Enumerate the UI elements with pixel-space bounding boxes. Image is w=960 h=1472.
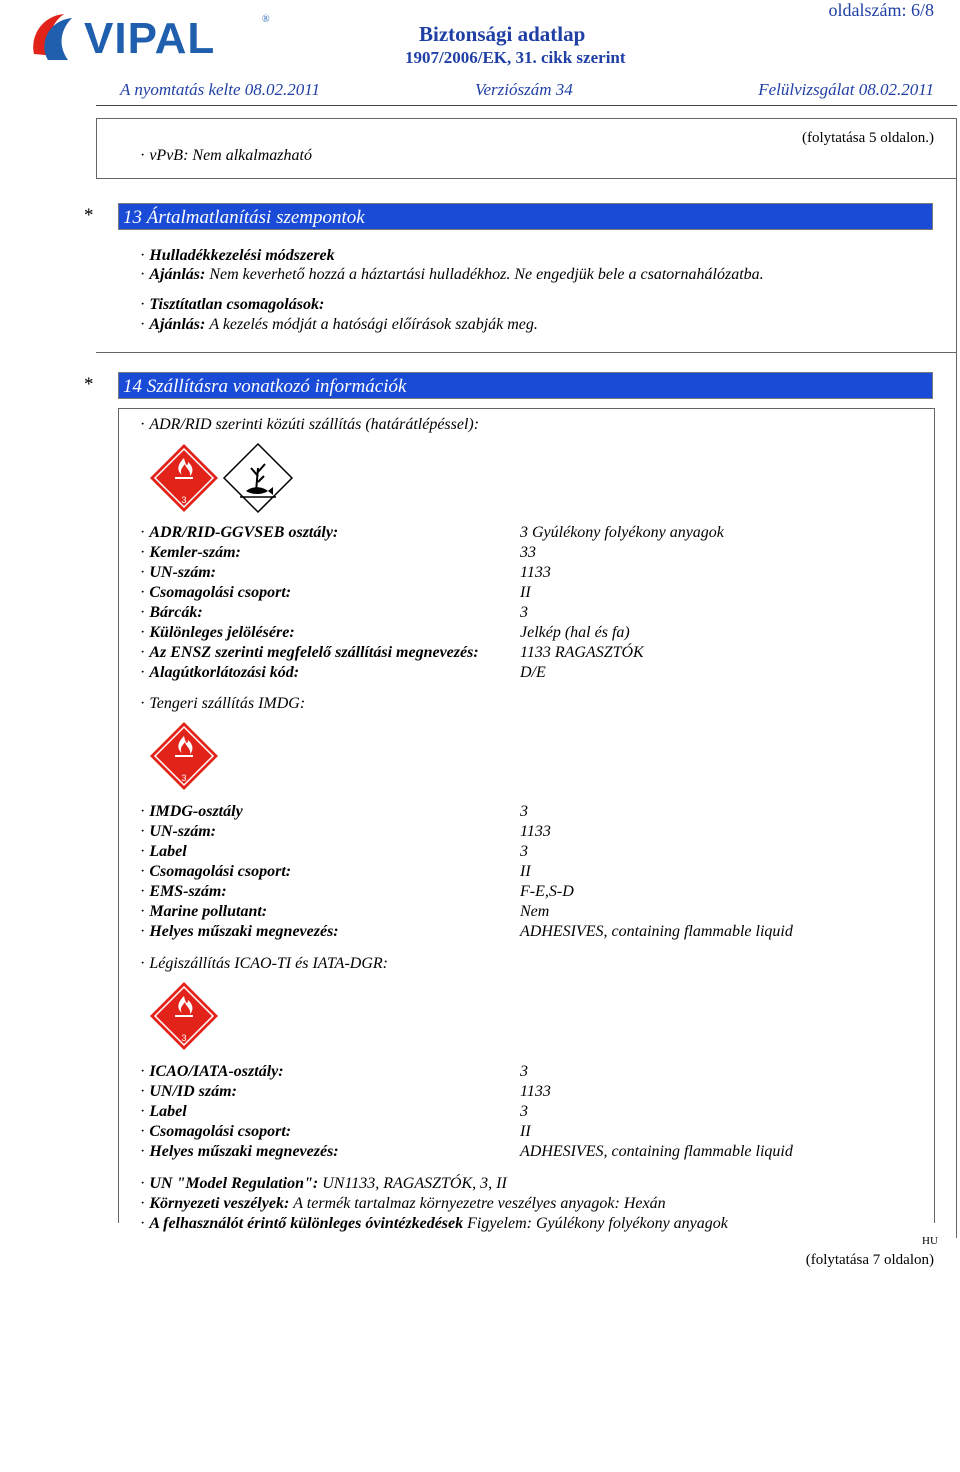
data-row — [140, 1062, 528, 1082]
row-value: Nem — [520, 903, 550, 920]
user-precautions: · A felhasználót érintő különleges óvintézkedések Figyelem: Gyúlékony folyékony anyagok — [140, 1214, 728, 1234]
data-row — [140, 643, 644, 663]
row-value: 1133 — [520, 564, 551, 581]
row-value: 3 — [520, 604, 528, 621]
row-value: 3 — [520, 803, 528, 820]
data-row — [140, 663, 546, 683]
data-row — [140, 862, 531, 882]
brand-registered-mark: ® — [262, 14, 270, 25]
air-heading: · Légiszállítás ICAO-TI és IATA-DGR: — [140, 954, 388, 974]
row-label: UN-szám: — [149, 823, 216, 840]
recommendation-2 — [140, 315, 538, 335]
row-value: II — [520, 584, 531, 601]
continued-from-note: (folytatása 5 oldalon.) — [801, 130, 934, 146]
row-label: Alagútkorlátozási kód: — [149, 664, 300, 681]
row-label: UN-szám: — [149, 564, 216, 581]
row-value: 1133 — [520, 823, 551, 840]
row-value: II — [520, 1123, 531, 1140]
row-label: Bárcák: — [149, 604, 203, 621]
inner-frame-top — [118, 408, 934, 409]
row-label: Marine pollutant: — [149, 903, 268, 920]
row-label: IMDG-osztály — [149, 803, 243, 820]
data-row — [140, 802, 528, 822]
row-value: 3 — [520, 843, 528, 860]
rec2-label: Ajánlás: — [149, 316, 206, 333]
row-label: Label — [149, 843, 187, 860]
version-number: Verziószám 34 — [475, 80, 573, 99]
row-label: UN/ID szám: — [149, 1083, 237, 1100]
row-value: D/E — [520, 664, 546, 681]
svg-text:3: 3 — [181, 1033, 187, 1043]
section-14-title: 14 Szállításra vonatkozó információk — [118, 372, 933, 399]
data-row — [140, 583, 531, 603]
frame-divider-2 — [96, 352, 956, 353]
svg-text:3: 3 — [181, 495, 187, 505]
row-label: Csomagolási csoport: — [149, 584, 292, 601]
section-13-title: 13 Ártalmatlanítási szempontok — [118, 203, 933, 230]
row-label: Az ENSZ szerinti megfelelő szállítási megnevezés: — [149, 644, 479, 661]
environment-hazard-pictogram — [222, 442, 294, 514]
imdg-heading: · Tengeri szállítás IMDG: — [140, 694, 305, 714]
packaging-heading: · Tisztítatlan csomagolások: — [140, 295, 324, 315]
row-label: Helyes műszaki megnevezés: — [149, 923, 339, 940]
header-rule — [96, 105, 957, 106]
data-row — [140, 882, 574, 902]
row-value: 3 — [520, 1063, 528, 1080]
data-row — [140, 1082, 551, 1102]
row-value: ADHESIVES, containing flammable liquid — [520, 1143, 793, 1160]
un-model-regulation: · UN "Model Regulation": UN1133, RAGASZTÓK, 3, II — [140, 1174, 507, 1194]
data-row — [140, 1122, 531, 1142]
data-row — [140, 902, 550, 922]
document-title: Biztonsági adatlap — [419, 22, 586, 46]
document-regulation: 1907/2006/EK, 31. cikk szerint — [405, 48, 626, 67]
row-value: Jelkép (hal és fa) — [520, 624, 630, 641]
data-row — [140, 523, 724, 543]
flammable-liquid-pictogram-imdg — [148, 720, 220, 792]
flammable-liquid-pictogram-air — [148, 980, 220, 1052]
row-label: Helyes műszaki megnevezés: — [149, 1143, 339, 1160]
frame-top — [96, 118, 956, 119]
data-row — [140, 603, 528, 623]
data-row — [140, 842, 528, 862]
data-row — [140, 543, 536, 563]
brand-logo — [26, 6, 276, 68]
language-code: HU — [922, 1235, 938, 1247]
row-label: ADR/RID-GGVSEB osztály: — [149, 524, 339, 541]
frame-left — [96, 118, 97, 178]
row-value: F-E,S-D — [520, 883, 574, 900]
row-label: Csomagolási csoport: — [149, 863, 292, 880]
row-value: 3 Gyúlékony folyékony anyagok — [520, 524, 724, 541]
row-value: 3 — [520, 1103, 528, 1120]
row-value: 33 — [520, 544, 536, 561]
data-row — [140, 922, 793, 942]
data-row — [140, 563, 551, 583]
brand-name: VIPAL — [84, 14, 216, 63]
frame-right — [956, 118, 957, 1238]
rec1-value: Nem keverhető hozzá a háztartási hulladékhoz. Ne engedjük bele a csatornahálózatba. — [209, 266, 764, 283]
row-label: Label — [149, 1103, 187, 1120]
section-14-star: * — [84, 374, 94, 395]
revision-date: Felülvizsgálat 08.02.2011 — [758, 80, 934, 99]
section-13-star: * — [84, 205, 94, 226]
print-date: A nyomtatás kelte 08.02.2011 — [120, 80, 321, 99]
flammable-liquid-pictogram — [148, 442, 220, 514]
rec2-value: A kezelés módját a hatósági előírások szabják meg. — [209, 316, 538, 333]
row-value: ADHESIVES, containing flammable liquid — [520, 923, 793, 940]
svg-text:3: 3 — [181, 773, 187, 783]
row-label: Csomagolási csoport: — [149, 1123, 292, 1140]
inner-frame-left — [118, 408, 119, 1223]
data-row — [140, 1142, 793, 1162]
row-value: 1133 RAGASZTÓK — [520, 644, 644, 661]
vpvb-label: vPvB: — [149, 147, 189, 164]
data-row — [140, 822, 551, 842]
rec1-label: Ajánlás: — [149, 266, 206, 283]
data-row — [140, 1102, 528, 1122]
recommendation-1 — [140, 265, 764, 285]
vpvb-value: Nem alkalmazható — [192, 147, 312, 164]
waste-methods-heading: · Hulladékkezelési módszerek — [140, 246, 335, 266]
row-value: II — [520, 863, 531, 880]
row-label: Kemler-szám: — [149, 544, 241, 561]
inner-frame-right — [934, 408, 935, 1223]
data-row — [140, 623, 630, 643]
frame-divider-1 — [96, 178, 956, 179]
row-label: EMS-szám: — [149, 883, 227, 900]
row-label: ICAO/IATA-osztály: — [149, 1063, 284, 1080]
row-value: 1133 — [520, 1083, 551, 1100]
vpvb-row — [140, 146, 312, 166]
continued-to-note: (folytatása 7 oldalon) — [805, 1252, 934, 1268]
page-number: oldalszám: 6/8 — [828, 0, 934, 20]
environmental-hazards: · Környezeti veszélyek: A termék tartalmaz környezetre veszélyes anyagok: Hexán — [140, 1194, 666, 1214]
row-label: Különleges jelölésére: — [149, 624, 295, 641]
adr-heading: · ADR/RID szerinti közúti szállítás (határátlépéssel): — [140, 415, 479, 435]
